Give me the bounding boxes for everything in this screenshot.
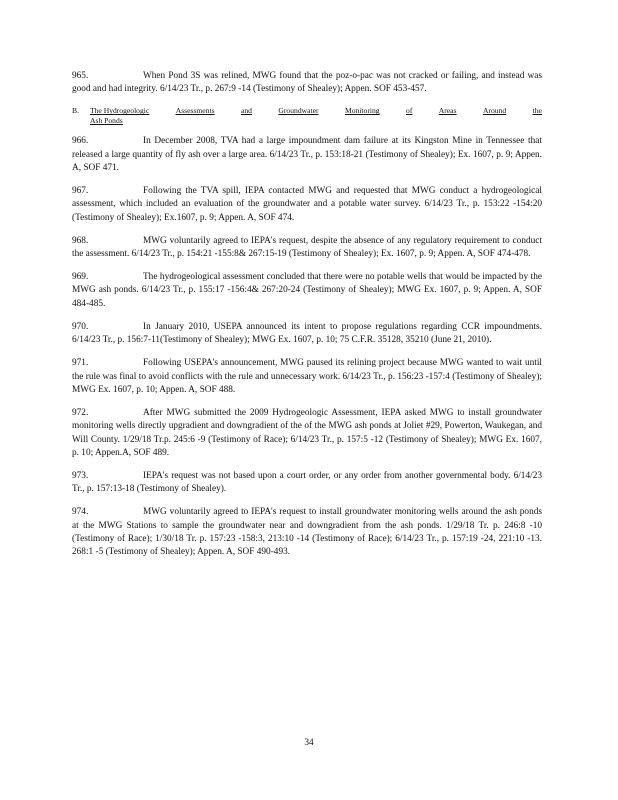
paragraph-965 bbox=[72, 70, 542, 97]
paragraph-text: In December 2008, TVA had a large impoundment dam failure at its Kingston Mine in Tennessee that released a large quantity of fly ash over a large area. 6/14/23 Tr., p. 153:18-21 (Testimony of Shealey); Ex. 1607, p. 9; Appen. A, SOF 471. bbox=[72, 136, 542, 174]
section-title-word: the bbox=[532, 106, 542, 116]
section-title-word: Monitoring bbox=[344, 106, 380, 116]
section-title bbox=[90, 106, 542, 126]
section-title-word: Assessments bbox=[175, 106, 215, 116]
paragraph-text: IEPA's request was not based upon a court order, or any order from another governmental body. 6/14/23 Tr., p. 157:13-18 (Testimony of Shealey). bbox=[72, 470, 542, 495]
paragraph-966 bbox=[72, 135, 542, 175]
paragraph-text: After MWG submitted the 2009 Hydrogeologic Assessment, IEPA asked MWG to install groundwater monitoring wells directly upgradient and downgradient of the of the MWG ash ponds at Joliet #29, Powerton, Waukegan, and Will County. 1/29/18 Tr.p. 245:6 -9 (Testimony of Race); 6/14/23 Tr., p. 157:5 -12 (Testimony of Shealey); MWG Ex. 1607, p. 10; Appen.A, SOF 489. bbox=[72, 407, 542, 459]
section-title-line-2: Ash Ponds bbox=[90, 116, 123, 126]
document-page bbox=[72, 70, 542, 569]
paragraph-974 bbox=[72, 506, 542, 560]
paragraph-text: In January 2010, USEPA announced its intent to propose regulations regarding CCR impoundments. 6/14/23 Tr., p. 156:7-11(Testimony of Shealey); MWG Ex. 1607, p. 10; 75 C.F.R. 35128, 35210 (June 21, 2010). bbox=[72, 321, 542, 346]
section-title-word: Areas bbox=[438, 106, 457, 116]
paragraph-number: 967. bbox=[72, 186, 89, 197]
section-title-word: Groundwater bbox=[278, 106, 319, 116]
paragraph-number: 966. bbox=[72, 136, 89, 147]
paragraph-968 bbox=[72, 235, 542, 262]
section-heading bbox=[72, 106, 542, 126]
page-number: 34 bbox=[304, 738, 314, 748]
section-title-word: Around bbox=[482, 106, 507, 116]
paragraph-number: 972. bbox=[72, 407, 89, 418]
paragraph-number: 969. bbox=[72, 272, 89, 283]
paragraph-967 bbox=[72, 185, 542, 225]
paragraph-972 bbox=[72, 407, 542, 461]
section-title-word: of bbox=[406, 106, 413, 116]
section-title-word: The Hydrogeologic bbox=[90, 106, 150, 116]
paragraph-text: Following the TVA spill, IEPA contacted MWG and requested that MWG conduct a hydrogeological assessment, which included an evaluation of the groundwater and a potable water survey. 6/14/23 Tr., p. 153:22 -154:20 (Testimony of Shealey); Ex.1607, p. 9; Appen. A, SOF 474. bbox=[72, 186, 542, 223]
paragraph-number: 965. bbox=[72, 71, 89, 81]
paragraph-969 bbox=[72, 271, 542, 311]
paragraph-number: 971. bbox=[72, 358, 89, 369]
paragraph-number: 970. bbox=[72, 321, 89, 332]
paragraph-number: 973. bbox=[72, 470, 89, 481]
paragraph-970 bbox=[72, 321, 542, 348]
paragraph-text: MWG voluntarily agreed to IEPA's request to install groundwater monitoring wells around the ash ponds at the MWG Stations to sample the groundwater near and downgradient from the ash ponds. 1/29/18 Tr. p. 246:8 -10 (Testimony of Race); 1/30/18 Tr. p. 157:23 -158:3, 213:10 -14 (Testimony of Race); 6/14/23 Tr., p. 157:19 -24, 221:10 -13. 268:1 -5 (Testimony of Shealey); Appen. A, SOF 490-493. bbox=[72, 507, 542, 558]
paragraph-number: 968. bbox=[72, 235, 89, 246]
paragraph-973 bbox=[72, 470, 542, 497]
paragraph-text: The hydrogeological assessment concluded that there were no potable wells that would be impacted by the MWG ash ponds. 6/14/23 Tr., p. 155:17 -156:4& 267:20-24 (Testimony of Shealey); MWG Ex. 1607, p. 9; Appen. A, SOF 484-485. bbox=[72, 272, 542, 309]
paragraph-text: Following USEPA's announcement, MWG paused its relining project because MWG wanted to wait until the rule was final to avoid conflicts with the rule and unnecessary work. 6/14/23 Tr., p. 156:23 -157:4 (Testimony of Shealey); MWG Ex. 1607, p. 10; Appen. A, SOF 488. bbox=[72, 358, 542, 395]
section-title-line-1 bbox=[90, 106, 542, 116]
section-title-word: and bbox=[241, 106, 252, 116]
section-letter: B. bbox=[72, 106, 79, 116]
paragraph-971 bbox=[72, 357, 542, 397]
paragraph-text: When Pond 3S was relined, MWG found that the poz-o-pac was not cracked or failing, and instead was good and had integrity. 6/14/23 Tr., p. 267:9 -14 (Testimony of Shealey); Appen. SOF 453-457. bbox=[72, 71, 542, 95]
paragraph-number: 974. bbox=[72, 507, 89, 518]
paragraph-text: MWG voluntarily agreed to IEPA's request, despite the absence of any regulatory requirement to conduct the assessment. 6/14/23 Tr., p. 154:21 -155:8& 267:15-19 (Testimony of Shealey); Ex. 1607, p. 9; Appen. A, SOF 474-478. bbox=[72, 235, 542, 260]
